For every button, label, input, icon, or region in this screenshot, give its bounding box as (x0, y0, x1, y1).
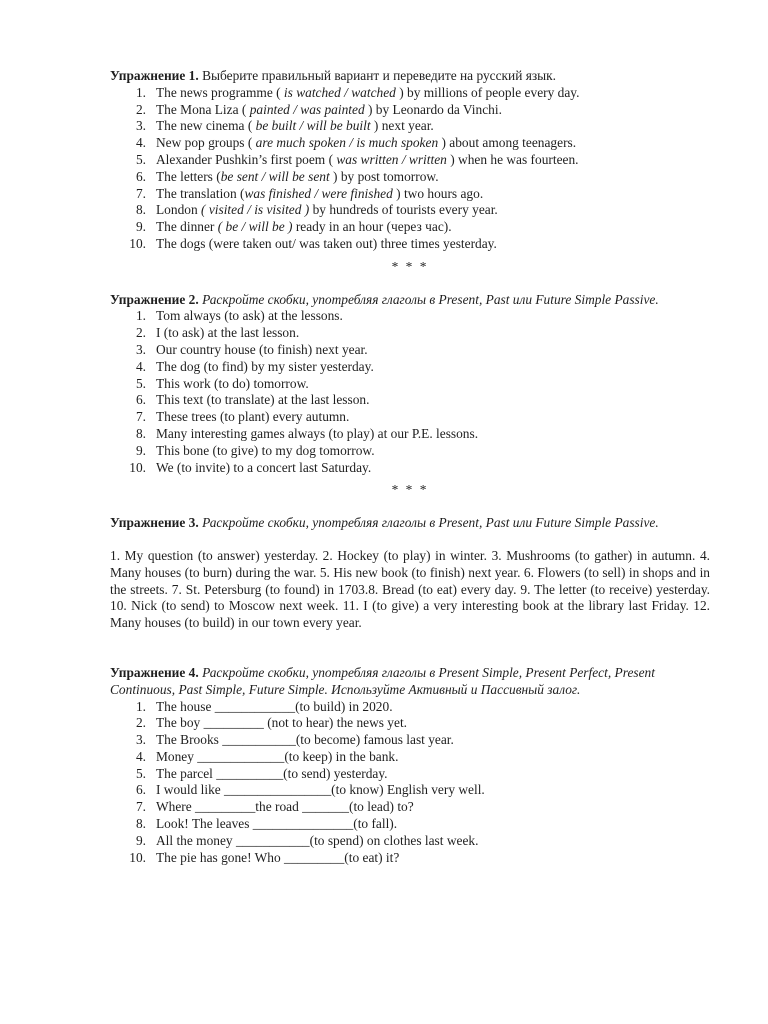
item-number: 4. (135, 135, 146, 151)
item-text: Our country house (to finish) next year. (156, 341, 368, 357)
list-item (110, 342, 710, 359)
item-number: 4. (135, 358, 146, 374)
item-text: The translation ( (156, 185, 245, 201)
list-item (110, 135, 710, 152)
item-text-end: ) when he was fourteen. (446, 151, 579, 167)
item-text-end: ) two hours ago. (392, 185, 484, 201)
item-text: The new cinema ( (156, 118, 256, 134)
list-item (110, 732, 710, 749)
item-text: Tom always (to ask) at the lessons. (156, 308, 343, 324)
exercise-1-heading: Упражнение 1. (110, 68, 199, 83)
item-number: 6. (135, 782, 146, 798)
exercise-1-task: Выберите правильный вариант и переведите на русский язык. (198, 68, 557, 83)
item-text-end: ) by post tomorrow. (329, 168, 439, 184)
list-item (110, 118, 710, 135)
item-number: 5. (135, 151, 146, 167)
item-number: 7. (135, 799, 146, 815)
exercise-4-title (110, 665, 710, 699)
item-text: Many interesting games always (to play) at our P.E. lessons. (156, 425, 479, 441)
item-number: 10. (129, 235, 146, 251)
exercise-1-title (110, 68, 710, 85)
list-item (110, 359, 710, 376)
item-text-end: ) by millions of people every day. (395, 84, 580, 100)
item-text: London (156, 202, 202, 218)
list-item (110, 443, 710, 460)
item-options: be sent / will be sent (220, 168, 330, 184)
list-item (110, 219, 710, 236)
exercise-3-heading: Упражнение 3. (110, 515, 199, 531)
item-text: The house ____________(to build) in 2020. (156, 698, 393, 714)
item-text: This work (to do) tomorrow. (156, 375, 309, 391)
item-number: 9. (135, 219, 146, 235)
list-item (110, 186, 710, 203)
item-text-end: by hundreds of tourists every year. (309, 202, 498, 218)
exercise-4-list (110, 699, 710, 867)
item-number: 9. (135, 832, 146, 848)
item-number: 3. (135, 732, 146, 748)
separator-stars: * * * (391, 258, 429, 274)
item-number: 2. (135, 101, 146, 117)
item-options: is watched / watched (283, 84, 396, 100)
item-number: 6. (135, 392, 146, 408)
item-text: I would like ________________(to know) English very well. (156, 782, 485, 798)
item-options: was finished / were finished (244, 185, 393, 201)
item-number: 7. (135, 185, 146, 201)
item-number: 8. (135, 816, 146, 832)
item-text: The letters ( (156, 168, 221, 184)
item-text: Look! The leaves _______________(to fall). (156, 816, 398, 832)
item-number: 5. (135, 375, 146, 391)
exercise-2-heading: Упражнение 2. (110, 291, 199, 307)
item-text: The dog (to find) by my sister yesterday. (156, 358, 374, 374)
item-number: 10. (129, 459, 146, 475)
item-text: All the money ___________(to spend) on clothes last week. (156, 832, 479, 848)
list-item (110, 766, 710, 783)
exercise-2-task: Раскройте скобки, употребляя глаголы в Present, Past или Future Simple Passive. (198, 291, 659, 307)
item-text: The dinner (156, 219, 218, 235)
item-options: ( visited / is visited ) (201, 202, 310, 218)
list-item (110, 308, 710, 325)
item-text: The parcel __________(to send) yesterday. (156, 765, 388, 781)
item-number: 2. (135, 325, 146, 341)
list-item (110, 169, 710, 186)
item-text: Where _________the road _______(to lead) to? (156, 799, 414, 815)
item-number: 6. (135, 168, 146, 184)
list-item (110, 782, 710, 799)
list-item (110, 460, 710, 477)
exercise-4-heading: Упражнение 4. (110, 664, 199, 680)
item-text-end: ready in an hour (через час). (292, 219, 452, 235)
separator-stars: * * * (391, 482, 429, 498)
item-number: 3. (135, 341, 146, 357)
exercise-1 (110, 68, 710, 253)
exercise-4 (110, 665, 710, 867)
item-text: The pie has gone! Who _________(to eat) it? (156, 849, 400, 865)
item-number: 1. (135, 84, 146, 100)
item-options: be built / will be built (255, 118, 371, 134)
list-item (110, 102, 710, 119)
list-item (110, 699, 710, 716)
item-number: 7. (135, 409, 146, 425)
list-item (110, 392, 710, 409)
item-text: I (to ask) at the last lesson. (156, 325, 300, 341)
item-text: Alexander Pushkin’s first poem ( (156, 151, 337, 167)
item-number: 8. (135, 425, 146, 441)
list-item (110, 749, 710, 766)
item-text: The dogs (were taken out/ was taken out) three times yesterday. (156, 235, 497, 251)
item-options: are much spoken / is much spoken (255, 135, 439, 151)
item-options: ( be / will be ) (217, 219, 293, 235)
item-number: 1. (135, 308, 146, 324)
list-item (110, 202, 710, 219)
exercise-3-title (110, 515, 710, 532)
exercise-3-text: 1. My question (to answer) yesterday. 2. Hockey (to play) in winter. 3. Mushrooms (to gather) in autumn. 4. Many houses (to burn) during the war. 5. His new book (to finish) next year. 6. Flowers (to sell) in shops and in the streets. 7. St. Petersburg (to found) in 1703.8. Bread (to eat) every day. 9. The letter (to receive) yesterday. 10. Nick (to send) to Moscow next week. 11. I (to give) a very interesting book at the library last Friday. 12. Many houses (to build) in our town every year. (110, 547, 710, 631)
item-text: The boy _________ (not to hear) the news yet. (156, 715, 408, 731)
item-number: 3. (135, 118, 146, 134)
list-item (110, 816, 710, 833)
worksheet-page (110, 68, 710, 866)
item-number: 1. (135, 698, 146, 714)
list-item (110, 850, 710, 867)
list-item (110, 799, 710, 816)
list-item (110, 715, 710, 732)
item-number: 8. (135, 202, 146, 218)
exercise-4-task: Раскройте скобки, употребляя глаголы в Present Simple, Present Perfect, Present Continuous, Past Simple, Future Simple. Используйте Активный и Пассивный залог. (110, 664, 655, 697)
item-text: The news programme ( (156, 84, 284, 100)
item-number: 4. (135, 748, 146, 764)
item-number: 10. (129, 849, 146, 865)
item-text-end: ) next year. (370, 118, 434, 134)
item-text: This bone (to give) to my dog tomorrow. (156, 442, 375, 458)
item-options: was written / written (336, 151, 447, 167)
exercise-2-list (110, 308, 710, 476)
item-text-end: ) by Leonardo da Vinchi. (364, 101, 502, 117)
item-text: Money _____________(to keep) in the bank. (156, 748, 399, 764)
list-item (110, 376, 710, 393)
exercise-2-title (110, 292, 710, 309)
item-number: 9. (135, 442, 146, 458)
list-item (110, 325, 710, 342)
list-item (110, 236, 710, 253)
item-text: New pop groups ( (156, 135, 256, 151)
item-text: The Mona Liza ( (156, 101, 250, 117)
item-text-end: ) about among teenagers. (438, 135, 577, 151)
item-number: 5. (135, 765, 146, 781)
exercise-3-task: Раскройте скобки, употребляя глаголы в Present, Past или Future Simple Passive. (198, 515, 659, 531)
list-item (110, 426, 710, 443)
item-text: The Brooks ___________(to become) famous last year. (156, 732, 454, 748)
list-item (110, 409, 710, 426)
item-text: This text (to translate) at the last lesson. (156, 392, 370, 408)
exercise-3 (110, 515, 710, 632)
item-options: painted / was painted (249, 101, 365, 117)
exercise-2 (110, 292, 710, 477)
list-item (110, 152, 710, 169)
item-text: These trees (to plant) every autumn. (156, 409, 350, 425)
exercise-1-list (110, 85, 710, 253)
item-number: 2. (135, 715, 146, 731)
list-item (110, 833, 710, 850)
item-text: We (to invite) to a concert last Saturday. (156, 459, 372, 475)
list-item (110, 85, 710, 102)
